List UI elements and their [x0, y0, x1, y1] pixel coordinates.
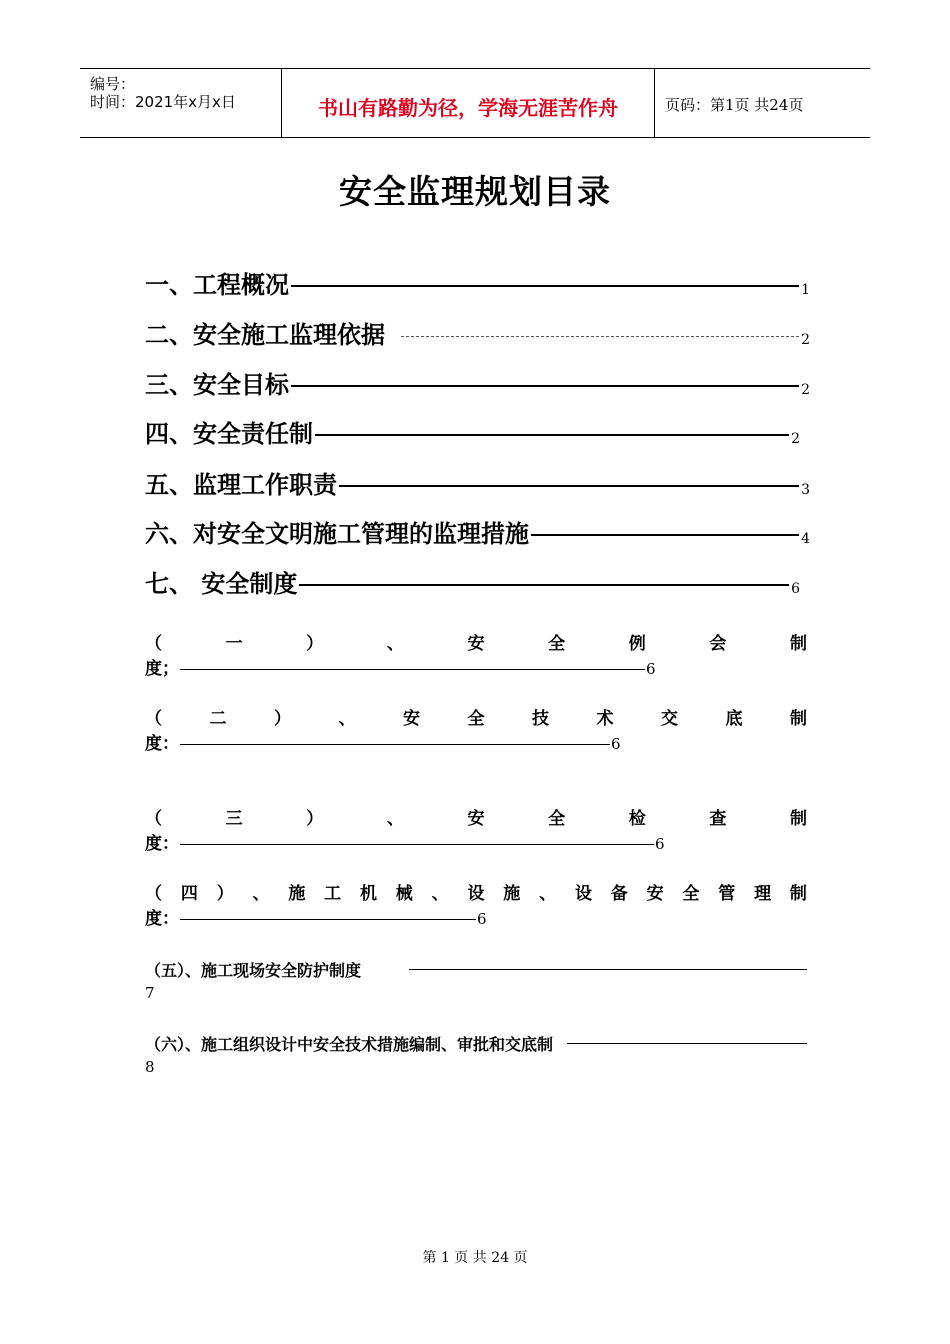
- sub-char: 安: [467, 809, 485, 829]
- toc-sub-entry[interactable]: [145, 956, 807, 1004]
- sub-char: 制: [789, 884, 807, 904]
- sub-continuation: [145, 657, 807, 681]
- toc-sub-entry[interactable]: [145, 631, 807, 681]
- sub-leader: [180, 669, 645, 670]
- sub-char: 设: [574, 884, 592, 904]
- sub-page: 8: [145, 1058, 155, 1076]
- toc-entry-label: 六、对安全文明施工管理的监理措施: [145, 519, 529, 548]
- sub-char: 术: [596, 709, 614, 729]
- sub-char: （: [145, 884, 162, 904]
- toc-entry-page: 3: [801, 482, 810, 498]
- sub-label: （六）、施工组织设计中安全技术措施编制、审批和交底制: [145, 1034, 554, 1054]
- toc-entry[interactable]: [145, 266, 810, 300]
- sub-page: 7: [145, 984, 155, 1002]
- sub-leader: [567, 1043, 807, 1044]
- sub-char: 全: [467, 709, 485, 729]
- sub-char: ）: [306, 809, 324, 829]
- sub-char: 备: [610, 884, 628, 904]
- toc-entry-label: 四、安全责任制: [145, 419, 313, 448]
- sub-char: 一: [225, 634, 243, 654]
- toc-entry[interactable]: [145, 515, 810, 549]
- sub-char: 检: [628, 809, 646, 829]
- page-info: 页码：第1页 共24页: [665, 96, 804, 114]
- sub-tail: 度：: [145, 834, 179, 854]
- sub-page: 6: [477, 910, 487, 928]
- sub-char: ）: [216, 884, 234, 904]
- sub-char: 制: [790, 809, 807, 829]
- toc-entry-page: 4: [801, 531, 810, 547]
- sub-char: 理: [754, 884, 772, 904]
- toc-sub-entry[interactable]: [145, 881, 807, 931]
- toc-leader: [315, 434, 789, 436]
- sub-char: 、: [539, 884, 557, 904]
- sub-char: 三: [225, 809, 243, 829]
- toc-leader: [531, 534, 799, 536]
- sub-tail: 度：: [145, 734, 179, 754]
- toc-entry-page: 2: [801, 332, 810, 348]
- sub-char: 施: [503, 884, 521, 904]
- toc-entry-page: 2: [791, 431, 800, 447]
- toc-entry-label: 七、 安全制度: [145, 569, 298, 598]
- toc-entry-label: 三、安全目标: [145, 370, 289, 399]
- toc-entry-page: 6: [791, 581, 800, 597]
- sub-tail: 度；: [145, 659, 179, 679]
- sub-leader: [180, 844, 654, 845]
- sub-char: 安: [467, 634, 485, 654]
- sub-leader: [180, 744, 610, 745]
- sub-page: 6: [655, 835, 665, 853]
- header-motto-cell: [282, 69, 655, 137]
- toc-leader: [291, 385, 799, 387]
- toc-entry[interactable]: [145, 316, 810, 350]
- sub-char: 工: [324, 884, 342, 904]
- sub-continuation: [145, 732, 807, 756]
- sub-leader: [180, 919, 476, 920]
- page-footer: 第 1 页 共 24 页: [422, 1250, 528, 1266]
- sub-char: 制: [790, 709, 807, 729]
- sub-char: 、: [386, 634, 404, 654]
- header-table: [80, 68, 870, 138]
- sub-line: [145, 956, 807, 982]
- sub-char: 、: [338, 709, 356, 729]
- sub-char: 安: [403, 709, 420, 729]
- sub-char: 制: [790, 634, 807, 654]
- toc-entry[interactable]: [145, 366, 810, 400]
- toc-entry-label: 五、监理工作职责: [145, 470, 337, 499]
- sub-page: 6: [611, 735, 621, 753]
- toc-entry[interactable]: [145, 565, 800, 599]
- sub-justified-line: [145, 881, 807, 907]
- sub-char: 设: [467, 884, 485, 904]
- toc-sub-entry[interactable]: [145, 806, 807, 856]
- sub-char: （: [145, 634, 162, 654]
- sub-justified-line: [145, 806, 807, 832]
- sub-continuation: [145, 907, 807, 931]
- toc-leader: [291, 285, 799, 287]
- sub-char: 二: [209, 709, 227, 729]
- sub-char: 底: [725, 709, 743, 729]
- sub-char: 交: [661, 709, 678, 729]
- sub-char: （: [145, 709, 162, 729]
- sub-char: 、: [431, 884, 449, 904]
- toc-leader: [339, 485, 799, 487]
- toc-leader: [299, 584, 789, 586]
- toc-entry-label: 二、安全施工监理依据: [145, 320, 385, 349]
- number-label: 编号：: [90, 75, 136, 93]
- sub-tail: 度：: [145, 909, 179, 929]
- sub-char: （: [145, 809, 162, 829]
- sub-char: 例: [628, 634, 646, 654]
- sub-continuation: [145, 832, 807, 856]
- sub-leader: [409, 969, 807, 970]
- sub-char: ）: [306, 634, 324, 654]
- motto: 书山有路勤为径，学海无涯苦作舟: [318, 96, 618, 120]
- sub-char: 全: [682, 884, 700, 904]
- sub-char: 会: [709, 634, 727, 654]
- sub-char: 技: [532, 709, 549, 729]
- sub-char: 全: [548, 634, 566, 654]
- sub-justified-line: [145, 631, 807, 657]
- sub-char: 施: [288, 884, 306, 904]
- sub-char: 管: [718, 884, 736, 904]
- toc-sub-entry[interactable]: [145, 706, 807, 756]
- sub-char: ）: [274, 709, 291, 729]
- sub-char: 查: [709, 809, 727, 829]
- toc-entry-page: 1: [801, 282, 810, 298]
- sub-char: 、: [252, 884, 270, 904]
- toc-sub-entry[interactable]: [145, 1030, 807, 1078]
- sub-char: 机: [359, 884, 377, 904]
- sub-char: 全: [548, 809, 566, 829]
- toc-leader: [401, 336, 799, 337]
- toc-entry[interactable]: [145, 466, 810, 500]
- page-title: 安全监理规划目录: [339, 172, 611, 211]
- sub-line: [145, 1030, 807, 1056]
- sub-label: （五）、施工现场安全防护制度: [145, 960, 362, 980]
- sub-char: 、: [386, 809, 404, 829]
- toc-entry[interactable]: [145, 415, 800, 449]
- toc-entry-page: 2: [801, 382, 810, 398]
- time-label: 时间：2021年x月x日: [90, 93, 236, 111]
- header-left-cell: [80, 69, 282, 137]
- sub-justified-line: [145, 706, 807, 732]
- sub-page: 6: [646, 660, 656, 678]
- sub-char: 四: [180, 884, 198, 904]
- toc-entry-label: 一、工程概况: [145, 270, 289, 299]
- header-page-cell: [655, 69, 870, 137]
- sub-char: 安: [646, 884, 664, 904]
- sub-char: 械: [395, 884, 413, 904]
